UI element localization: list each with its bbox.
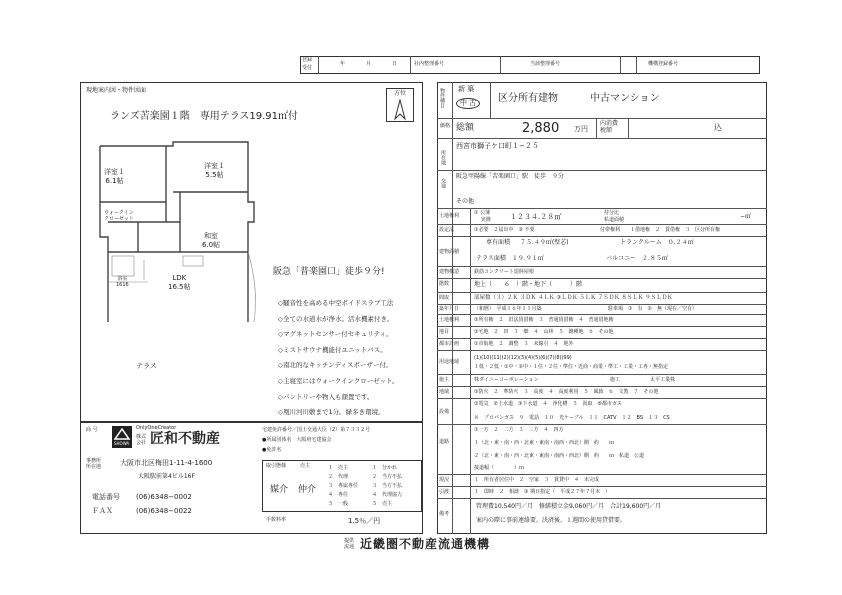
label-case-number: 当該整理番号 xyxy=(530,61,561,67)
row-label-city-plan: 都市計画 xyxy=(439,341,460,347)
feature-item: ◇パントリーや物入も顔置です。 xyxy=(278,392,374,401)
floorplan-header: 現地案内図・物件図面 xyxy=(86,87,147,94)
room-terrace: テラス xyxy=(136,362,157,370)
footer-label: 提供 流通 xyxy=(344,538,355,550)
access-text: 阪急「普楽園口」徒歩９分! xyxy=(273,267,385,277)
transaction-value: 媒介 xyxy=(270,485,289,495)
room-japanese: 和室 6.0帖 xyxy=(202,232,221,249)
type-new: 新 築 xyxy=(458,85,475,93)
compass xyxy=(386,88,414,122)
road: ①一方 ２ 二方 ３ 三方 ４ 四方 xyxy=(474,427,564,433)
row-label-zoning: 用途地域 xyxy=(439,359,460,365)
address-line1: 大阪市北区梅田1-11-4-1600 xyxy=(120,459,213,467)
constructor-label: 施工 xyxy=(610,377,621,383)
label-year: 年 xyxy=(340,61,346,67)
row-label-price: 価格 xyxy=(440,123,451,129)
label-seller: 売主 xyxy=(300,463,311,469)
row-label-road: 道路 xyxy=(439,439,450,445)
facilities-1: ①電気 ②上水道 ③下水道 ４ 浄化槽 ５ 汲取 ⑥都市ガス xyxy=(474,401,622,407)
row-label-handover: 引渡 xyxy=(439,489,450,495)
license-name: ●免許名 xyxy=(262,447,282,453)
facilities-2: ８ プロパンガス ９ 電話 １０ 光ケーブル １１ CATV １２ BS １３ CS xyxy=(474,415,670,421)
company-name: 匠和不動産 xyxy=(150,431,220,447)
row-label-built: 築年月日 xyxy=(439,306,460,312)
room-ldk: LDK 16.5帖 xyxy=(168,274,191,291)
room-western-2: 洋室１ 5.5帖 xyxy=(204,162,225,179)
row-label-chimoku: 地目 xyxy=(439,329,450,335)
row-label-facilities: 設備 xyxy=(439,409,450,415)
tax-value: 込 xyxy=(714,123,722,132)
zoning: (1)(10)(11)(2)(12)(3)(4)(5)(6)(7)(8)(99) １低・２低・①中・②中・１住・２住・準住・近商・商業・準工・工業・工専・無指定 xyxy=(474,355,668,370)
road-3: 接道幅（ ）ｍ xyxy=(474,465,525,471)
room-walkin: ウォークイン クローゼット xyxy=(104,210,134,222)
transaction-options-right: １ 分かれ ２ 当方不払 ３ 当方不払 ４ 代理協力 ５ 売主 xyxy=(372,465,403,507)
feature-item: ◇南北的なキッチンディスポーザー付。 xyxy=(278,361,393,370)
chimoku: ①宅地 ２ 田 ３ 畑 ４ 山林 ５ 雑種地 ６ その他 xyxy=(474,329,614,335)
property-title: ランズ苦楽園１階 専用テラス19.91㎡付 xyxy=(110,111,299,122)
room-bath: 浴室 1616 xyxy=(116,276,129,288)
remarks-1: 管理費10,540円／月 修繕積立金9,060円／月 合計19,600円／月 xyxy=(476,503,662,510)
label-day: 日 xyxy=(392,61,398,67)
land-area: １２３４.２８㎡ xyxy=(510,213,562,221)
fax-label: ＦＡＸ xyxy=(92,507,113,515)
price-unit: 万円 xyxy=(574,125,588,133)
tax-label: 内消費 税額 xyxy=(600,120,619,134)
row-label-land-rights: 土地権利 xyxy=(439,317,460,323)
traffic-other: その他 xyxy=(456,198,475,205)
row-label-traffic: 交通 xyxy=(440,178,446,188)
handover: １ 即時 ２ 相談 ③ 期日指定（ 平成２７年７月末 ） xyxy=(474,489,611,495)
legal-rights-label: 付帯権利 xyxy=(600,227,621,233)
label-transaction: 取引態様 xyxy=(266,463,287,469)
land-kind: ① 公簿 実測 xyxy=(474,210,491,223)
land-share-label: 持分比 私道面積 xyxy=(604,210,625,223)
row-label-layout: 間取 xyxy=(439,295,450,301)
price-value: 2,880 xyxy=(522,121,560,136)
company-logo xyxy=(112,426,132,448)
builder: 株ダイニーコーポレーション xyxy=(474,377,539,383)
transaction-options-left: １ 売主 ２ 代理 ３ 専属専任 ４ 専任 ５ 一般 xyxy=(328,465,359,507)
label-brokerage: 仲介 xyxy=(298,485,317,495)
feature-item: ◇ミストサウナ機能付ユニットバス。 xyxy=(278,345,387,354)
row-label-building: 建物面積 xyxy=(439,249,460,255)
feature-item: ◇マグネットセンサー付セキュリティ。 xyxy=(278,330,393,339)
row-label-legal: 設定法 xyxy=(439,227,455,233)
legal-rights-options: １借地権 ２ 賃借権 ３ 区分所有権 xyxy=(630,227,721,233)
row-label-structure: 建物構造 xyxy=(439,269,460,275)
row-label-floor: 階数 xyxy=(439,281,450,287)
legal: ①必要 ２届出中 ③ 不要 xyxy=(474,227,535,233)
remarks-2: 案内の際に事前連絡要。決済後、１週間の使用貸借要。 xyxy=(476,517,627,524)
land-share-value: −㎡ xyxy=(740,213,752,220)
building-area: ７５.４９㎡(壁芯) xyxy=(520,239,569,246)
label-receipt: 受付 xyxy=(302,65,313,71)
feature-list xyxy=(278,296,398,421)
constructor: 太平工業株 xyxy=(650,377,676,383)
brand-slogan: OnlyOneCreator xyxy=(136,425,177,431)
feature-item: ◇凰川河川敷まで1分。緑多き環境。 xyxy=(278,408,385,417)
tel-number: (06)6348−0002 xyxy=(136,493,192,501)
building-area-label: 専有面積 xyxy=(486,239,511,246)
label-registry-number: 機構登録番号 xyxy=(648,61,679,67)
label-internal-number: 社内整理番号 xyxy=(414,61,445,67)
fee-value: 1.5％／円 xyxy=(348,517,381,525)
license-text: 宅建免許番号／国土交通大臣（2）第７３３２号 xyxy=(262,427,371,433)
type-used: 中 古 xyxy=(456,98,480,109)
type-kind: 区分所有建物 xyxy=(498,93,558,104)
address: 西宮市獅子ケ口町１−２５ xyxy=(456,142,539,150)
label-trade-name: 商 号 xyxy=(86,427,98,433)
balcony-area: バルコニー ２.８５㎡ xyxy=(606,255,668,262)
logo-text: SHOWA xyxy=(114,441,130,446)
area-limits: ①防火 ２ 準防火 ３ 高度 ４ 高度利用 ５ 風致 ６ 文教 ７ その他 xyxy=(474,389,659,395)
land-rights: ①所有権 ２ 旧法賃借権 ３ 普通賃借権 ４ 普通借地権 xyxy=(474,317,614,323)
compass-label: 方位 xyxy=(394,90,407,97)
row-label-status: 現況 xyxy=(439,477,450,483)
terrace-area: テラス面積 １９.９１㎡ xyxy=(476,255,544,262)
row-label-builder: 施主 xyxy=(439,377,450,383)
fax-number: (06)6348−0022 xyxy=(136,507,192,515)
floor-plan-drawing xyxy=(88,132,268,322)
floor: 地上（ ６ ）階・地下（ ）階 xyxy=(474,281,583,288)
road-1: １（北・東・南・西・北東・東南・南西・西北）側 約 ｍ xyxy=(474,440,615,446)
fee-label: 手数料率 xyxy=(266,517,287,523)
association-text: ●所属団体名 大阪府宅建協会 xyxy=(262,437,332,443)
label-registration: 登録 xyxy=(302,57,313,63)
compass-arrow-icon xyxy=(387,99,413,121)
room-western-1: 洋室１ 6.1帖 xyxy=(104,168,125,185)
status: １ 所有者居住中 ２ 空家 ３ 賃貸中 ４ 未完成 xyxy=(474,477,600,483)
city-plan: ①市街地 ２ 調整 ３ 未線引 ４ 地外 xyxy=(474,341,574,347)
built: （和暦） 平成１６年１１月築 xyxy=(474,306,542,312)
address-line2: 大阪駅前第4ビル16F xyxy=(138,473,195,480)
type-kind-detail: 中古マンション xyxy=(590,93,660,104)
row-label-land: 土地権利 xyxy=(439,213,460,219)
brand-kabushiki: 株式 会社 xyxy=(136,434,147,446)
row-label-area-limits: 地域 xyxy=(439,389,450,395)
structure: 鉄筋コンクリート造陸屋根 xyxy=(474,269,534,275)
parking: 駐車場 ① 有 ② 無（現在／空有） xyxy=(608,306,697,312)
feature-item: ◇全ての水道水が浄水。活水機素付き。 xyxy=(278,314,394,323)
road-2: ２（北・東・南・西・北東・東南・南西・西北）側 約 ｍ 私道 公道 xyxy=(474,453,645,459)
traffic: 阪急甲陽線「苦楽園口」駅 徒歩 ９分 xyxy=(456,173,565,180)
feature-item: ◇主寝室にはウォークインクローゼット。 xyxy=(278,376,399,385)
feature-item: ◇騒音性を高める中空ボイドスラブ工法 xyxy=(278,299,394,307)
trunk-room: トランクルーム ０.２４㎡ xyxy=(620,239,694,246)
row-label-location: 所在地 xyxy=(440,150,446,165)
layout: 部屋数（３）２Ｋ ３ＤＫ ４ＬＫ ③ＬＤＫ ５ＬＫ ７ＳＤＫ ８ＳＬＫ ９ＳＬＤＫ xyxy=(474,295,673,301)
price-head: 総額 xyxy=(456,123,475,133)
label-office: 事務所 所在地 xyxy=(86,458,102,470)
row-label-remarks: 備考 xyxy=(439,511,450,517)
footer-org: 近畿圏不動産流通機構 xyxy=(360,537,491,551)
tel-label: 電話番号 xyxy=(92,493,120,501)
label-month: 月 xyxy=(366,61,372,67)
row-label-type: 物件種目 xyxy=(439,88,445,108)
